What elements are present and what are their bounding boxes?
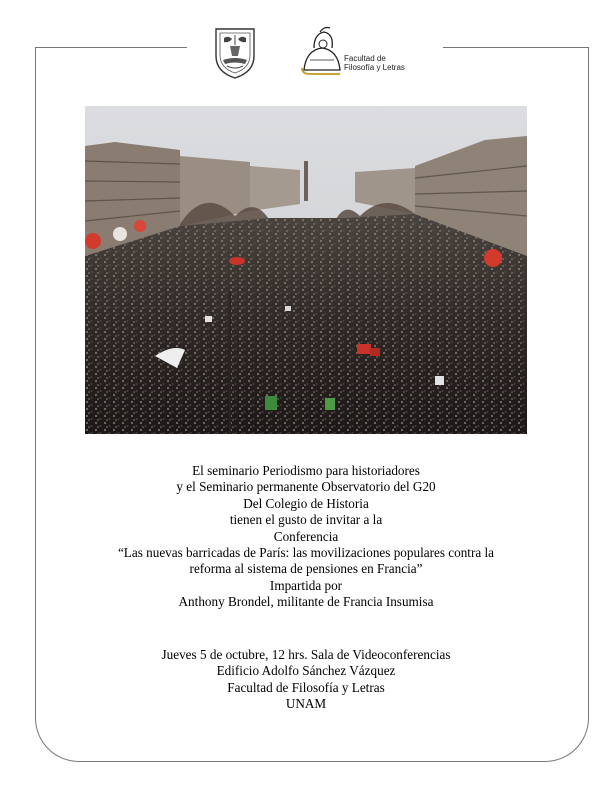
unam-shield-icon bbox=[212, 26, 258, 80]
faculty-name-line2: Filosofía y Letras bbox=[344, 63, 405, 72]
frame-top-right-line bbox=[443, 47, 589, 48]
invitation-line: Impartida por bbox=[269, 577, 343, 593]
header-logos bbox=[200, 24, 432, 84]
invitation-line: El seminario Periodismo para historiadores bbox=[192, 463, 420, 478]
invitation-line: tienen el gusto de invitar a la bbox=[229, 512, 383, 528]
conference-title-line: reforma al sistema de pensiones en Francia” bbox=[189, 561, 423, 577]
frame-top-left-line bbox=[35, 47, 187, 48]
minerva-helmet-icon bbox=[300, 26, 344, 76]
protest-crowd-photo bbox=[85, 106, 527, 434]
event-faculty: Facultad de Filosofía y Letras bbox=[227, 679, 385, 695]
invitation-line: y el Seminario permanente Observatorio del G20 bbox=[176, 479, 436, 495]
event-details bbox=[60, 647, 552, 713]
event-type: Conferencia bbox=[273, 528, 339, 544]
conference-title-line: “Las nuevas barricadas de París: las movilizaciones populares contra la bbox=[117, 545, 495, 561]
event-university: UNAM bbox=[285, 696, 327, 712]
event-date-time-place: Jueves 5 de octubre, 12 hrs. Sala de Videoconferencias bbox=[161, 647, 451, 662]
speaker-name: Anthony Brondel, militante de Francia Insumisa bbox=[178, 594, 434, 610]
faculty-name-line1: Facultad de bbox=[344, 54, 386, 63]
faculty-name bbox=[344, 54, 405, 72]
event-building: Edificio Adolfo Sánchez Vázquez bbox=[216, 663, 396, 679]
invitation-line: Del Colegio de Historia bbox=[243, 495, 369, 511]
invitation-text bbox=[60, 463, 552, 611]
